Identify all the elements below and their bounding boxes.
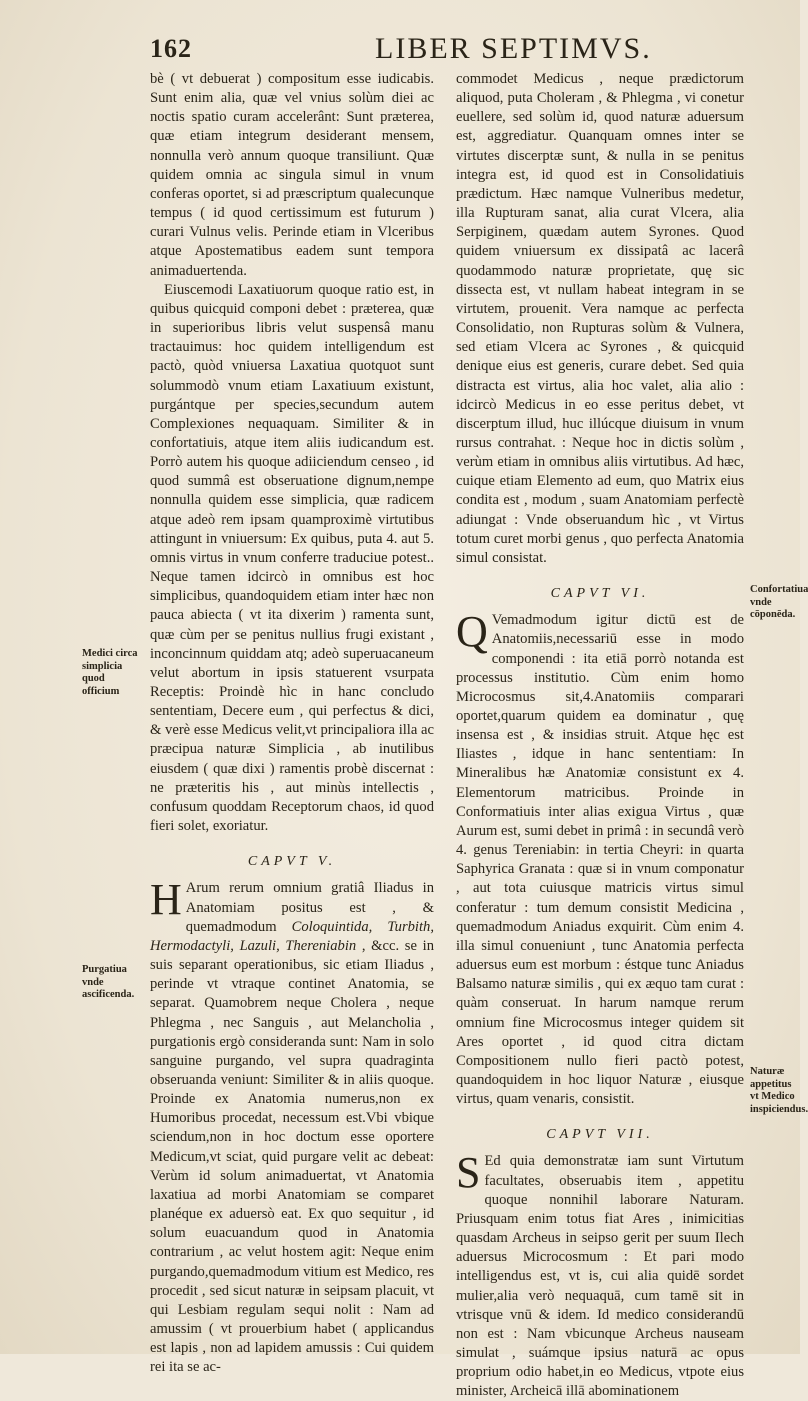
right-paragraph-2: [456, 607, 744, 1109]
left-paragraph-3-text-b: , &cc. se in suis separant operationibus, sic etiam Iliadus , perinde vt vtraque continet Anatomia, se separat. Quamobrem neque Cholera , neque Phlegma , nec Sanguis , aut Melancholia , purgationis ergò considerandа sunt: Nam in solo sanguine purgando, vel supra quadraginta obseruanda veniunt: Similiter & in aliis quoque. Proinde ex Anatomia numerus,non ex Humoribus procedat, necessum est.Vbi vbique sciendum,non in hoc doctum esse oportere Medicum,vt sciat, quid purgare velit ac debeat: Verùm id solum animaduertat, vt Anatomia laxatiua ad morbi Anatomiam se comparet planéque ex aduersò eat. Ex quo sequitur , id solum euacuandum quod in Anatomia contrarium , ac velut hostem agit: Neque enim purgando,quemadmodum vitium est Medico, res procedit , sed sicut naturæ in seipsam placuit, vt qui Lesbiam regulam sequi nolit : Nam ad amussim ( vt prouerbium habet ( applicandus est lapis , non ad lapidem amussis : Cui quidem rei ita se ac-: [150, 937, 434, 1376]
running-title: LIBER SEPTIMVS.: [375, 32, 652, 65]
left-paragraph-1: bè ( vt debuerat ) compositum esse iudicabis. Sunt enim alia, quæ vel vnius solùm diei ac noctis spatio curam accelerânt: Sunt præterea, quæ etiam integrum desiderant mensem, nonnulla verò annum quoque transiliunt. Quæ quidem omnia ac singula simul in vnum conferas oportet, si ad præscriptum qualecunque tempus ( id quod certissimum est futurum ) curari Vulnus velis. Perinde etiam in Vlceribus atque Apostematibus eadem sunt tempora animaduertenda.: [150, 71, 434, 279]
right-paragraph-3-text: Ed quia demonstratæ iam sunt Virtutum facultates, obseruabis item , appetitu quoque nonnihil laborare Naturam. Priusquam enim totus fiat Ares , inimicitias quasdam Archeus in seipso gerit per suum Ilech aduersus Microcosmum : Et pari modo intelligendus est, vt is, cui alia quidē sordet mulier,alia verò nequaquā, cum tamē sit in vtrisque vnū & idem. Id medico considerandū non est : Nam vbicunque Archeus nauseam simulat , suámque ipsius naturā ac opus proprium odio habet,in eo Medicus, vtpote eius minister, Archeicā illā abominationem: [456, 1153, 744, 1400]
drop-cap-q: Q: [456, 607, 488, 657]
left-paragraph-3: [150, 875, 434, 1377]
left-paragraph-3-text-a: Arum rerum omnium gratiâ Iliadus in Anatomiam positus est , & quemadmodum: [185, 880, 434, 935]
margin-note-medici: Medici circa simplicia quod officium: [82, 648, 138, 697]
left-paragraph-2: Eiuscemodi Laxatiuorum quoque ratio est, in quibus quicquid componi debet : præterea, quæ in superioribus libris velut suspensâ manu tractauimus: hoc quidem intelligendum est pactò, quòd vniuersa Laxatiua quotquot sunt solummodò vnum etiam Laxatiuum existunt, purgántque per species,secundum autem Complexiones nequaquam. Similiter & in confortatiuis, atque item aliis iudicandum est. Porrò autem his quoque adiiciendum censeo , id quod summâ est obseruatione dignum,nempe nonnulla quidem esse simplicia, quæ radicem atque adeò rem ipsam quamproximè virtutibus attingunt in vniuersum: Ex quibus, puta 4. aut 5. omnis virtus in vnum conferre traduciue potest.. Neque tamen idcircò in omnibus est hoc simplicibus, quandoquidem etiam inter hæc non pauca abiecta ( vt ita dixerim ) ramenta sunt, quæ cùm per se penitus nullius frugi existant , inconcinnum quiddam atq; adeò superuacaneum velut abortum in ipsis statuerent vsurpata Receptis: Proindè hìc in hanc concludo sententiam, Decere eum , qui perfectus & dici, & verè esse Medicus velit,vt principaliora illa ac præcipua naturæ Simplicia , ab inutilibus eiusdem ( quæ dixi ) ramentis probè discernat : ne præteritis his , aut minùs intellectis , confusum quoddam Receptorum chaos, id quod fieri solet, exoriatur.: [150, 281, 434, 835]
right-column: [456, 70, 744, 1401]
margin-note-naturae: Naturæ appetitus vt Medico inspiciendus.: [750, 1066, 808, 1115]
folio-number: 162: [150, 34, 192, 63]
page-header: [150, 28, 750, 72]
chapter-heading-7: CAPVT VII.: [546, 1127, 654, 1143]
margin-note-confortatiua: Confortatiua vnde cōponēda.: [750, 584, 808, 620]
chapter-heading-5: CAPVT V.: [247, 854, 337, 870]
left-column: [150, 70, 434, 1377]
drop-cap-s: S: [456, 1148, 481, 1198]
right-paragraph-1: commodet Medicus , neque prædictorum aliquod, puta Choleram , & Phlegma , vi conetur euellere, sed solùm id, quod naturæ aduersum est, aggrediatur. Quanquam omnes inter se virtutes discerptæ sunt, & nulla in se penitus integra est, id quod est in Consolidatiuis prædictum. Hæc namque Vulneribus medetur, illa Rupturam sanat, alia curat Vlcera, alia Serpiginem, quædam autem Syrones. Quod quidem vniuersum ex dissipatâ ac lacerâ quodammodo naturæ proprietate, quę sic dissecta est, vt nullam habeat integram in se virtutem, prouenit. Vera namque ac perfecta Consolidatio, non Rupturas solùm & Vulnera, sed etiam Vlcera ac Syrones , & quicquid denique eius est generis, curare debet. Sed quia distracta est virtus, alia hoc valet, alia alio : idcircò Medicus in eo esse peritus debet, vt discerptum illud, huc illúcque diuisum in vnum rursus contrahat. : Neque hoc in dictis solùm , verùm etiam in omnibus aliis virtutibus. Ad hæc, cuique etiam Elemento ad eum, quo Matrix eius condita est , modum , suam Anatomiam perfectè adiungat : Vnde obseruandum hìc , vt Virtus totum curet morbi genus , quo perfecta Anatomia simul consistat.: [456, 71, 744, 566]
right-paragraph-3: [456, 1148, 744, 1401]
chapter-heading-6: CAPVT VI.: [550, 586, 650, 602]
margin-note-purgati: Purgatiua vnde ascificenda.: [82, 964, 135, 1000]
right-paragraph-2-text: Vemadmodum igitur dictū est de Anatomiis,necessariū esse in modo componendi : ita etiā porrò notanda est processus institutio. Cùm enim homo Microcosmus sit,4.Anatomiis comparari oportet,quarum quidem ea dominatur , quę insensa est , & insidias struit. Atque hęc est Iliastes , idque in hanc sententiam: In Mineralibus hæ Anatomiæ consistunt ex 4. Elementorum matricibus. Proinde in Conformatiuis inter alias exigua Virtus , quæ Aurum est, sumi debet in primâ : in secundâ verò 4. genus Tereniabin: in tertia Cheyri: in quarta Saphyrica Granata : quæ si in vnum componatur , aut tota cuiusque matricis virtus simul conferatur : tum demum consistit Medicina , quemadmodum Aniadus exquirit. Cùm enim 4. illa simul conueniunt , tunc Anatomia perfecta aduersus eum est morbum : éstque tunc Aniadus Balsamo naturæ similis , qui ex æquo tam curat : quàm conseruat. In harum namque rerum omnium fine Microcosmus integer quidem sit Ares oportet , id quod citra dictam Compositionem nullo fieri pactò potest, quandoquidem in hoc liquor Naturæ , eiusque virtus, quam venaris, consistit.: [456, 612, 744, 1108]
drop-cap-h: H: [150, 875, 182, 925]
left-paragraph-3-italic: Coloquintida, Turbith, Hermodactyli, Lazuli, Thereniabin: [150, 918, 434, 954]
